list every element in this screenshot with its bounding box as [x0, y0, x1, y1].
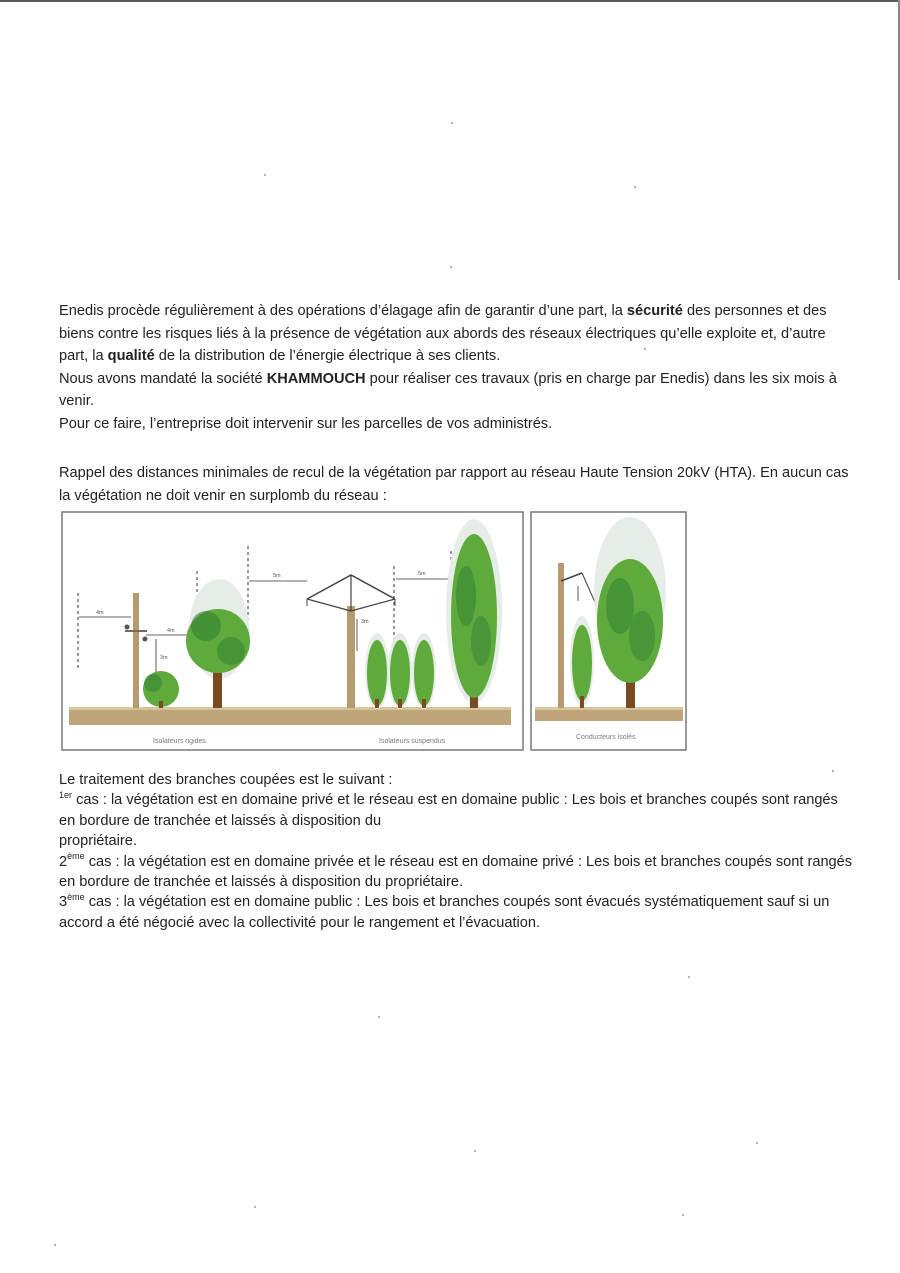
scan-speck [634, 186, 636, 188]
company-name: KHAMMOUCH [266, 370, 366, 387]
ground-edge [535, 707, 683, 710]
case-3-number: 3 [59, 894, 68, 911]
case-2-number: 2 [59, 853, 68, 870]
intro-text-cont: des personnes et des biens contre les risques liés à la présence de végétation aux abords des réseaux électriques qu’elle exploite et, d’autre part, la [59, 303, 827, 364]
tree-trunk [422, 699, 426, 708]
intro-sentence [59, 300, 854, 368]
clearance-diagram-insulated [530, 511, 687, 751]
tree-trunk [580, 696, 584, 708]
bold-securite: sécurité [626, 303, 683, 319]
scan-speck [451, 122, 453, 124]
dim-5m-label: 5m [273, 573, 281, 579]
tree-shade [471, 616, 491, 666]
scan-speck [644, 348, 646, 350]
mandate-text: Nous avons mandaté la société [59, 370, 267, 387]
dim-3m-label: 3m [361, 619, 369, 625]
caption-insulated-conductors: Conducteurs isolés [576, 734, 636, 741]
scan-speck [378, 1016, 380, 1018]
bush-shade [144, 674, 162, 692]
case-1-ordinal: 1er [59, 789, 73, 800]
case-2-ordinal: ème [67, 850, 85, 861]
case-1-text: cas : la végétation est en domaine privé et le réseau est en domaine public : Les bois et branches coupés sont rangés en bordure de tranchée et laissés à disposition du [59, 792, 838, 829]
intervention-sentence: Pour ce faire, l’entreprise doit intervenir sur les parcelles de vos administrés. [59, 415, 553, 432]
dim-4m-label: 4m [167, 628, 175, 634]
case-3-ordinal: ème [67, 891, 85, 902]
dim-5m-label: 5m [418, 571, 426, 577]
intro-text: Enedis procède régulièrement à des opérations d’élagage afin de garantir d’une part, la [59, 303, 627, 319]
scan-speck [682, 1214, 684, 1216]
tree-trunk [398, 699, 402, 708]
dim-3m-label: 3m [160, 655, 168, 661]
treatment-case-2 [59, 852, 854, 893]
pole-insulated [558, 563, 564, 708]
insulator [125, 625, 130, 630]
tree-shade [456, 566, 476, 626]
treatment-case-1 [59, 790, 854, 831]
treatment-intro: Le traitement des branches coupées est le suivant : [59, 772, 393, 788]
tree-shade [629, 611, 655, 661]
tree-icon [451, 534, 497, 698]
tree-icon [414, 640, 434, 706]
mandate-text-end: pour réaliser ces travaux (pris en charge par Enedis) dans les six mois à venir. [59, 370, 837, 409]
treatment-case-1-cont: propriétaire. [59, 833, 137, 850]
tree-trunk [375, 699, 379, 708]
case-3-text: cas : la végétation est en domaine public : Les bois et branches coupés sont évacués systématiquement sauf si un accord a été négocié avec la collectivité pour le rangement et l’évacuation. [59, 894, 830, 931]
distance-reminder-text: Rappel des distances minimales de recul de la végétation par rapport au réseau Haute Tension 20kV (HTA). En aucun cas la végétation ne doit venir en surplomb du réseau : [59, 465, 849, 504]
distance-reminder [59, 462, 854, 507]
tree-shade [217, 637, 245, 665]
tree-icon [367, 640, 387, 706]
intro-text-end: de la distribution de l’énergie électrique à ses clients. [154, 348, 501, 364]
case-2-text: cas : la végétation est en domaine privée et le réseau est en domaine privé : Les bois et branches coupés sont rangés en bordure de tranchée et laissés à disposition du propriétaire. [59, 853, 853, 891]
scan-speck [54, 1244, 56, 1246]
scan-speck [264, 174, 266, 176]
scan-speck [450, 266, 452, 268]
scan-speck [688, 976, 690, 978]
clearance-diagram-overhead [61, 511, 524, 751]
bold-qualite: qualité [107, 348, 155, 364]
scan-speck [756, 1142, 758, 1144]
scan-speck [254, 1206, 256, 1208]
intro-paragraph [59, 300, 854, 435]
caption-suspended-insulators: Isolateurs suspendus [379, 738, 446, 745]
pole-rigid [133, 593, 139, 708]
tree-icon [572, 625, 592, 701]
tree-shade [606, 578, 634, 634]
scan-speck [832, 770, 834, 772]
bush-trunk [159, 701, 163, 708]
scan-edge [0, 0, 900, 2]
tree-shade [191, 611, 221, 641]
branch-treatment [59, 770, 854, 933]
caption-rigid-insulators: Isolateurs rigides [153, 738, 206, 745]
mandate-sentence [59, 368, 854, 413]
pole-suspended [347, 606, 355, 708]
scan-speck [474, 1150, 476, 1152]
insulator [143, 637, 148, 642]
dim-4m-label: 4m [96, 610, 104, 616]
treatment-case-3 [59, 892, 854, 933]
tree-icon [390, 640, 410, 706]
